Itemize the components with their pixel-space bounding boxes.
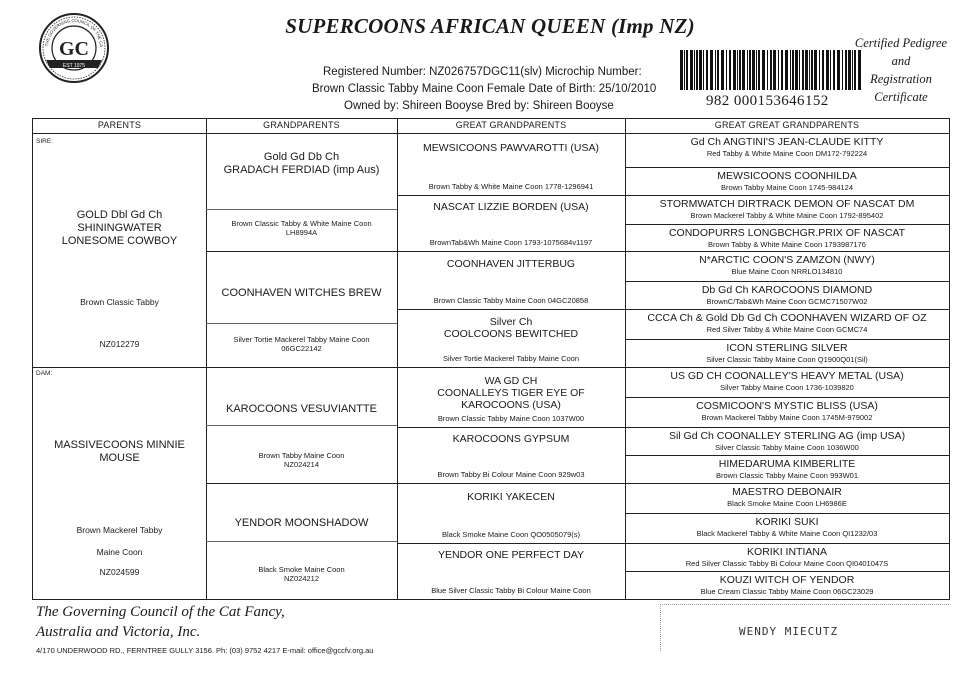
barcode-bar [699, 50, 702, 90]
sire-label: SIRE: [36, 138, 53, 145]
great-great-grandparent-name: ICON STERLING SILVER [726, 342, 848, 354]
great-great-grandparent-name: N*ARCTIC COON'S ZAMZON (NWY) [699, 254, 875, 266]
barcode-bar [795, 50, 798, 90]
council-address: 4/170 UNDERWOOD RD., FERNTREE GULLY 3156. Ph: (03) 9752 4217 E-mail: office@gccfv.org.au [36, 646, 374, 655]
col-grandparents: GRANDPARENTS [263, 120, 340, 130]
barcode-bar [762, 50, 765, 90]
barcode-bar [785, 50, 788, 90]
barcode-bar [809, 50, 810, 90]
great-great-grandparent-name: MAESTRO DEBONAIR [732, 486, 842, 498]
great-great-grandparent-name: Gd Ch ANGTINI'S JEAN-CLAUDE KITTY [690, 136, 884, 148]
registration-line: Registered Number: NZ026757DGC11(slv) Microchip Number: [323, 66, 642, 78]
great-great-grandparent-name: HIMEDARUMA KIMBERLITE [718, 458, 856, 470]
barcode-bar [826, 50, 829, 90]
great-great-grandparent-name: MEWSICOONS COONHILDA [717, 170, 857, 182]
seal-monogram: GC [59, 38, 89, 60]
great-great-grandparent-desc: Blue Maine Coon NRRLO134810 [731, 267, 843, 276]
great-great-grandparent-desc: Brown Mackerel Tabby Maine Coon 1745M-979002 [701, 413, 873, 422]
pedigree-title: SUPERCOONS AFRICAN QUEEN (Imp NZ) [285, 14, 695, 38]
barcode-bar [822, 50, 824, 90]
council-seal-logo [38, 12, 110, 84]
barcode-bar [726, 50, 727, 90]
col-great-great-grandparents: GREAT GREAT GRANDPARENTS [714, 120, 860, 130]
pedigree-table [32, 118, 950, 600]
barcode-bar [739, 50, 741, 90]
barcode-bar [837, 50, 840, 90]
great-great-grandparent-desc: Silver Classic Tabby Maine Coon 1036W00 [715, 443, 859, 452]
great-grandparent-desc: Brown Classic Tabby Maine Coon 1037W00 [437, 414, 585, 423]
col-parents: PARENTS [97, 120, 142, 130]
barcode-bar [773, 50, 776, 90]
grandparent-name: COONHAVEN WITCHES BREW [221, 287, 382, 299]
great-grandparent-desc: Brown Tabby Bi Colour Maine Coon 929w03 [437, 470, 585, 479]
great-great-grandparent-name: US GD CH COONALLEY'S HEAVY METAL (USA) [670, 370, 904, 382]
great-great-grandparent-name: KOUZI WITCH OF YENDOR [719, 574, 855, 586]
barcode-bar [749, 50, 751, 90]
barcode-bar [686, 50, 688, 90]
microchip-number: 982 000153646152 [706, 93, 829, 109]
great-great-grandparent-desc: Blue Cream Classic Tabby Maine Coon 06GC23029 [700, 587, 874, 596]
dam-breed: Maine Coon [96, 547, 143, 557]
great-grandparent-name: MEWSICOONS PAWVAROTTI (USA) [423, 142, 599, 154]
barcode-bar [680, 50, 683, 90]
barcode-bar [814, 50, 817, 90]
barcode-bar [811, 50, 813, 90]
grandparent-name: YENDOR MOONSHADOW [234, 517, 369, 529]
barcode-bar [778, 50, 779, 90]
dam-name: MASSIVECOONS MINNIE MOUSE [54, 439, 185, 464]
great-grandparent-desc: Blue Silver Classic Tabby Bi Colour Maine Coon [431, 586, 591, 595]
great-great-grandparent-name: KORIKI SUKI [755, 516, 819, 528]
great-grandparent-desc: Brown Tabby & White Maine Coon 1778-1296941 [428, 182, 594, 191]
great-great-grandparent-desc: Black Smoke Maine Coon LH6986E [727, 499, 847, 508]
great-great-grandparent-desc: Brown Tabby Maine Coon 1745-984124 [720, 183, 854, 192]
barcode-bar [710, 50, 713, 90]
owner-breeder-line: Owned by: Shireen Booyse Bred by: Shireen Booyse [344, 100, 614, 112]
great-grandparent-name: COONHAVEN JITTERBUG [446, 258, 576, 270]
barcode-bar [819, 50, 820, 90]
great-grandparent-name: YENDOR ONE PERFECT DAY [437, 549, 585, 561]
grandparent-desc: Black Smoke Maine Coon NZ024212 [258, 565, 345, 583]
grandparent-desc: Brown Tabby Maine Coon NZ024214 [258, 451, 345, 469]
barcode-bar [694, 50, 695, 90]
barcode-bar [781, 50, 783, 90]
great-great-grandparent-desc: Red Silver Tabby & White Maine Coon GCMC74 [706, 325, 868, 334]
barcode-bar [717, 50, 719, 90]
great-great-grandparent-desc: Silver Classic Tabby Maine Coon Q1900Q01(Sil) [706, 355, 868, 364]
barcode-bar [805, 50, 808, 90]
barcode-bar [770, 50, 772, 90]
microchip-barcode [680, 50, 862, 90]
great-great-grandparent-desc: Silver Tabby Maine Coon 1736-1039820 [720, 383, 854, 392]
barcode-bar [696, 50, 698, 90]
barcode-bar [721, 50, 724, 90]
great-great-grandparent-name: COSMICOON'S MYSTIC BLISS (USA) [696, 400, 878, 412]
registrar-signature: WENDY MIECUTZ [739, 625, 839, 638]
barcode-bar [790, 50, 791, 90]
great-great-grandparent-name: CONDOPURRS LONGBCHGR.PRIX OF NASCAT [668, 227, 906, 239]
barcode-bar [792, 50, 794, 90]
seal-ring-text: THE GOVERNING COUNCIL OF THE CA [44, 17, 104, 47]
great-great-grandparent-desc: Brown Tabby & White Maine Coon 1793987176 [708, 240, 866, 249]
barcode-bar [690, 50, 693, 90]
cert-line-2: and [891, 54, 911, 68]
great-grandparent-name: KAROCOONS GYPSUM [452, 433, 570, 445]
barcode-bar [802, 50, 804, 90]
grandparent-name: KAROCOONS VESUVIANTTE [226, 403, 377, 415]
certificate-caption [842, 34, 960, 106]
barcode-bar [703, 50, 704, 90]
great-great-grandparent-name: STORMWATCH DIRTRACK DEMON OF NASCAT DM [659, 198, 915, 210]
cert-line-1: Certified Pedigree [854, 36, 948, 50]
council-name-line-1: The Governing Council of the Cat Fancy, [36, 604, 285, 620]
sire-reg: NZ012279 [99, 339, 140, 349]
great-grandparent-name: Silver Ch COOLCOONS BEWITCHED [443, 316, 579, 340]
barcode-bar [733, 50, 736, 90]
great-great-grandparent-desc: Brown Mackerel Tabby & White Maine Coon 1792-895402 [690, 211, 884, 220]
cert-line-4: Certificate [874, 90, 928, 104]
dam-label: DAM: [36, 370, 53, 377]
grandparent-desc: Brown Classic Tabby & White Maine Coon LH8994A [231, 219, 372, 237]
barcode-bar [752, 50, 755, 90]
barcode-bar [747, 50, 748, 90]
sire-name: GOLD Dbl Gd Ch SHININGWATER LONESOME COWBOY [61, 209, 178, 247]
dam-reg: NZ024599 [99, 567, 140, 577]
barcode-bar [706, 50, 708, 90]
great-grandparent-desc: BrownTab&Wh Maine Coon 1793-1075684v1197 [429, 238, 593, 247]
great-grandparent-desc: Brown Classic Tabby Maine Coon 04GC20858 [433, 296, 589, 305]
signature-box [660, 604, 949, 651]
great-great-grandparent-desc: Brown Classic Tabby Maine Coon 993W01 [715, 471, 859, 480]
sire-colour: Brown Classic Tabby [80, 297, 159, 307]
council-name-line-2: Australia and Victoria, Inc. [36, 624, 201, 640]
great-great-grandparent-desc: BrownC/Tab&Wh Maine Coon GCMC71507W02 [706, 297, 868, 306]
barcode-bar [737, 50, 738, 90]
barcode-bar [742, 50, 745, 90]
great-great-grandparent-name: KORIKI INTIANA [747, 546, 827, 558]
barcode-bar [758, 50, 760, 90]
grandparent-name: Gold Gd Db Ch GRADACH FERDIAD (imp Aus) [223, 151, 380, 176]
dam-colour: Brown Mackerel Tabby [76, 525, 163, 535]
great-great-grandparent-desc: Red Tabby & White Maine Coon DM172-792224 [706, 149, 868, 158]
great-great-grandparent-desc: Black Mackerel Tabby & White Maine Coon QI1232/03 [696, 529, 878, 538]
barcode-bar [684, 50, 685, 90]
great-great-grandparent-name: Sil Gd Ch COONALLEY STERLING AG (imp USA) [668, 430, 906, 442]
grandparent-desc: Silver Tortie Mackerel Tabby Maine Coon 06GC22142 [233, 335, 370, 353]
barcode-bar [833, 50, 835, 90]
barcode-bar [830, 50, 831, 90]
great-great-grandparent-name: CCCA Ch & Gold Db Gd Ch COONHAVEN WIZARD OF OZ [647, 312, 927, 324]
barcode-bar [799, 50, 800, 90]
great-great-grandparent-name: Db Gd Ch KAROCOONS DIAMOND [701, 284, 873, 296]
col-great-grandparents: GREAT GRANDPARENTS [455, 120, 567, 130]
great-great-grandparent-desc: Red Silver Classic Tabby Bi Colour Maine Coon QI0401047S [685, 559, 889, 568]
cert-line-3: Registration [870, 72, 932, 86]
barcode-bar [767, 50, 768, 90]
breed-dob-line: Brown Classic Tabby Maine Coon Female Date of Birth: 25/10/2010 [312, 83, 657, 95]
barcode-bar [756, 50, 757, 90]
seal-bottom-text: EST 1975 [62, 63, 86, 69]
barcode-bar [729, 50, 731, 90]
great-grandparent-desc: Black Smoke Maine Coon QO0505079(s) [442, 530, 580, 539]
great-grandparent-name: KORIKI YAKECEN [467, 491, 555, 503]
great-grandparent-desc: Silver Tortie Mackerel Tabby Maine Coon [442, 354, 580, 363]
great-grandparent-name: WA GD CH COONALLEYS TIGER EYE OF KAROCOONS (USA) [437, 375, 585, 411]
great-grandparent-name: NASCAT LIZZIE BORDEN (USA) [433, 201, 589, 213]
barcode-bar [715, 50, 716, 90]
